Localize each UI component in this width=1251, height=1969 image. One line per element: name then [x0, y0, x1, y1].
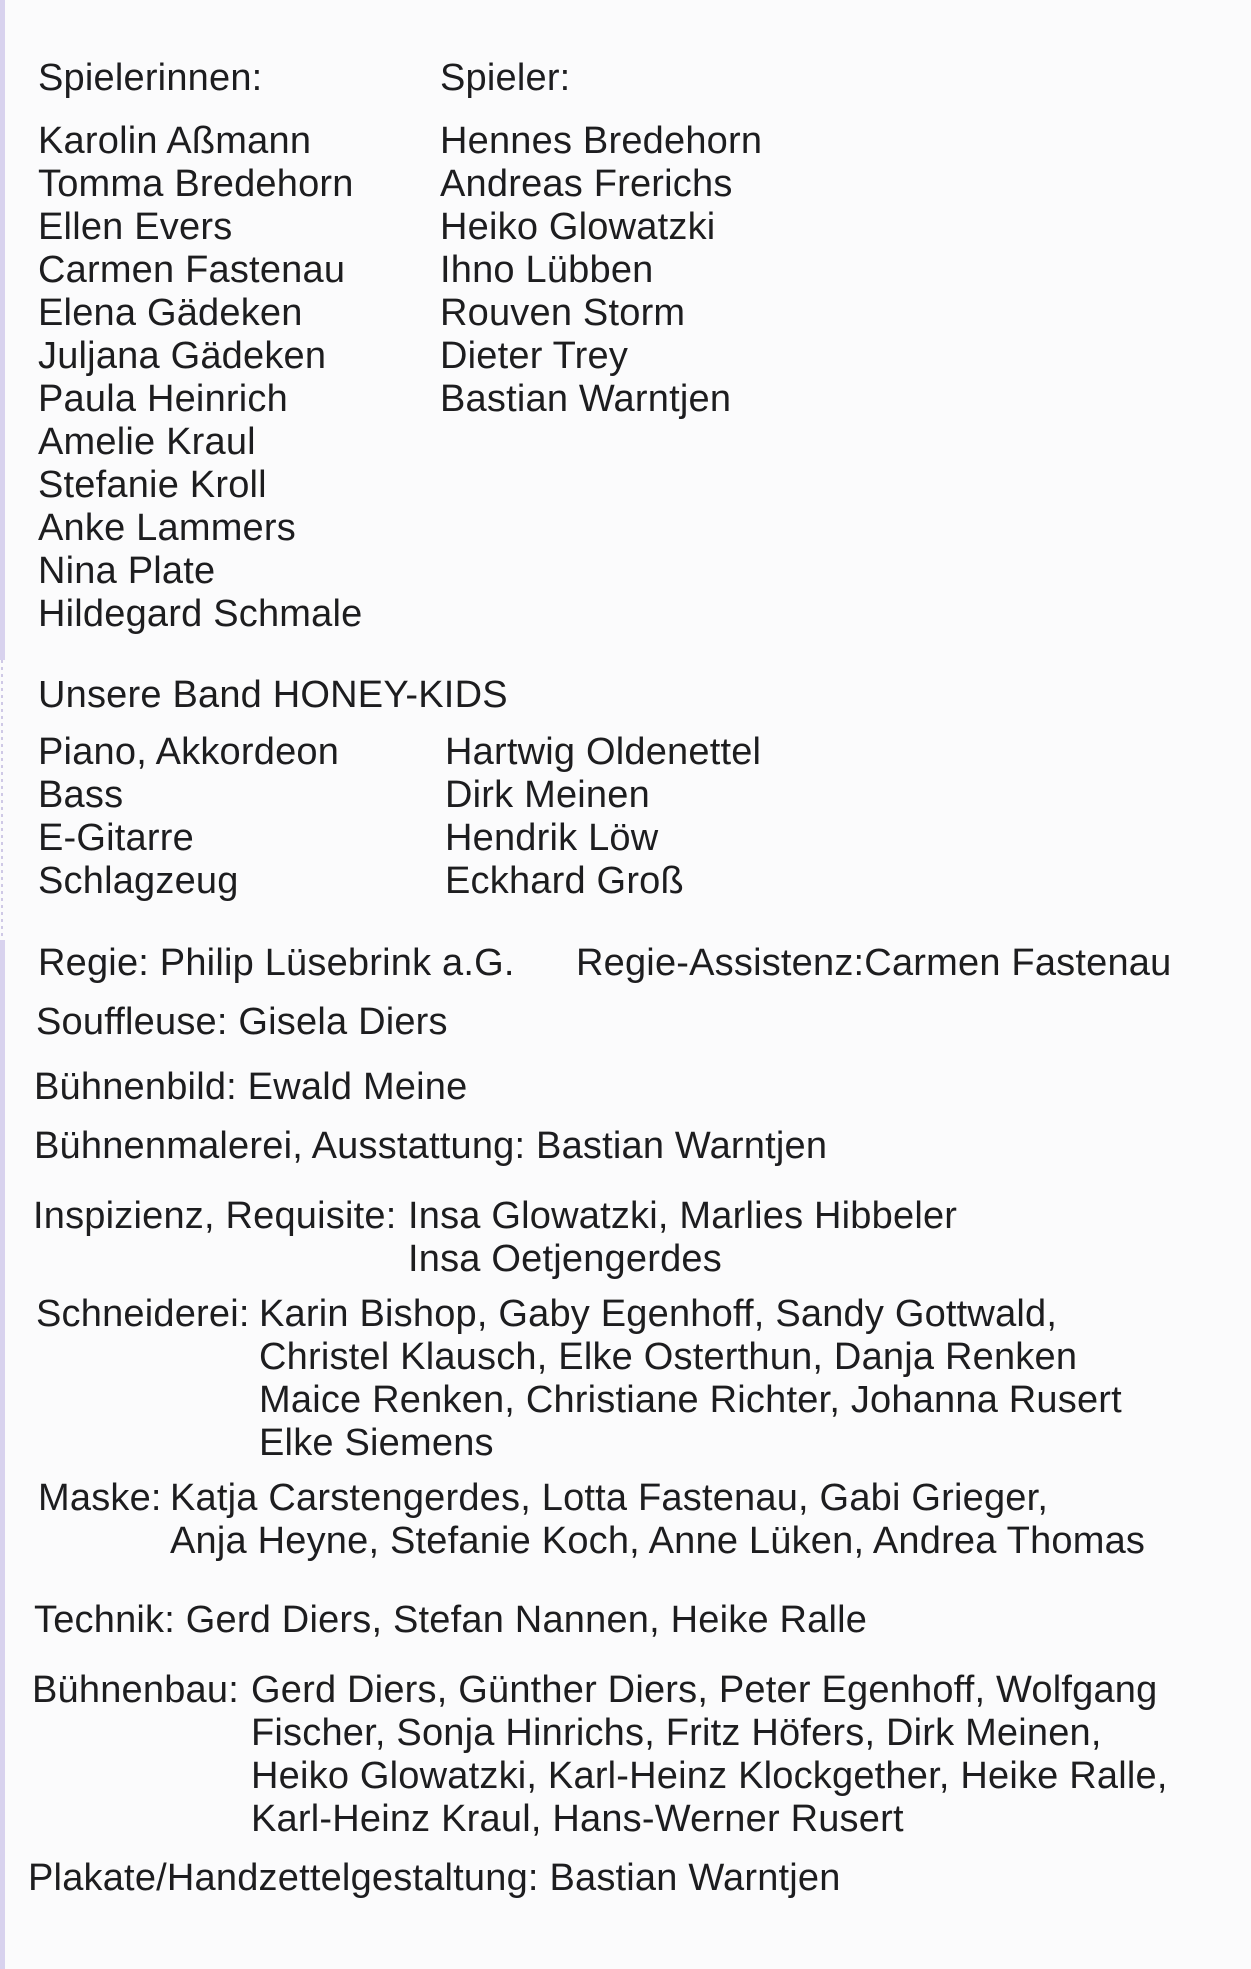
technik-line: Technik: Gerd Diers, Stefan Nannen, Heike Ralle: [34, 1599, 868, 1641]
left-decorative-rule-lower: [0, 940, 5, 1969]
schneiderei-name-line: Elke Siemens: [259, 1422, 494, 1464]
maske-names: [170, 1477, 1145, 1563]
maske-label: Maske:: [38, 1477, 162, 1519]
list-item: Dieter Trey: [440, 335, 629, 377]
schneiderei-label: Schneiderei:: [36, 1293, 250, 1335]
regie-assistenz-line: Regie-Assistenz:Carmen Fastenau: [576, 942, 1172, 984]
schneiderei-names: [259, 1293, 1122, 1465]
list-item: Stefanie Kroll: [38, 464, 267, 506]
instrument-item: Schlagzeug: [38, 860, 239, 902]
plakate-line: Plakate/Handzettelgestaltung: Bastian Warntjen: [28, 1857, 841, 1899]
list-item: Rouven Storm: [440, 292, 686, 334]
list-item: Juljana Gädeken: [38, 335, 327, 377]
buehnenbau-name-line: Fischer, Sonja Hinrichs, Fritz Höfers, Dirk Meinen,: [251, 1712, 1102, 1754]
schneiderei-name-line: Christel Klausch, Elke Osterthun, Danja Renken: [259, 1336, 1078, 1378]
buehnenbau-name-line: Karl-Heinz Kraul, Hans-Werner Rusert: [251, 1798, 904, 1840]
list-item: Andreas Frerichs: [440, 163, 733, 205]
inspizienz-names: [408, 1195, 957, 1281]
list-item: Anke Lammers: [38, 507, 296, 549]
list-item: Karolin Aßmann: [38, 120, 312, 162]
left-decorative-rule: [0, 0, 5, 660]
maske-name-line: Katja Carstengerdes, Lotta Fastenau, Gabi Grieger,: [170, 1477, 1049, 1519]
musician-item: Hendrik Löw: [445, 817, 659, 859]
women-heading: Spielerinnen:: [38, 57, 263, 99]
musician-item: Hartwig Oldenettel: [445, 731, 762, 773]
schneiderei-name-line: Maice Renken, Christiane Richter, Johanna Rusert: [259, 1379, 1122, 1421]
buehnenbau-name-line: Heiko Glowatzki, Karl-Heinz Klockgether, Heike Ralle,: [251, 1755, 1168, 1797]
souffleuse-line: Souffleuse: Gisela Diers: [36, 1001, 448, 1043]
buehnenbau-name-line: Gerd Diers, Günther Diers, Peter Egenhoff, Wolfgang: [251, 1669, 1158, 1711]
musician-item: Eckhard Groß: [445, 860, 684, 902]
regie-line: Regie: Philip Lüsebrink a.G.: [38, 942, 515, 984]
list-item: Tomma Bredehorn: [38, 163, 354, 205]
left-dotted-rule: [1, 660, 3, 940]
musician-item: Dirk Meinen: [445, 774, 650, 816]
list-item: Hildegard Schmale: [38, 593, 363, 635]
inspizienz-name-line: Insa Glowatzki, Marlies Hibbeler: [408, 1195, 958, 1237]
list-item: Ihno Lübben: [440, 249, 654, 291]
inspizienz-label: Inspizienz, Requisite:: [33, 1195, 397, 1237]
women-list: [38, 120, 362, 636]
instrument-item: Piano, Akkordeon: [38, 731, 340, 773]
list-item: Elena Gädeken: [38, 292, 303, 334]
band-heading: Unsere Band HONEY-KIDS: [38, 674, 508, 716]
buehnenmalerei-line: Bühnenmalerei, Ausstattung: Bastian Warntjen: [34, 1125, 828, 1167]
instrument-item: Bass: [38, 774, 124, 816]
schneiderei-name-line: Karin Bishop, Gaby Egenhoff, Sandy Gottwald,: [259, 1293, 1058, 1335]
men-heading: Spieler:: [440, 57, 571, 99]
band-musicians: [445, 731, 761, 903]
list-item: Hennes Bredehorn: [440, 120, 763, 162]
list-item: Bastian Warntjen: [440, 378, 732, 420]
buehnenbau-names: [251, 1669, 1168, 1841]
list-item: Heiko Glowatzki: [440, 206, 716, 248]
list-item: Carmen Fastenau: [38, 249, 346, 291]
instrument-item: E-Gitarre: [38, 817, 194, 859]
list-item: Paula Heinrich: [38, 378, 288, 420]
band-instruments: [38, 731, 339, 903]
list-item: Nina Plate: [38, 550, 216, 592]
men-list: [440, 120, 762, 421]
buehnenbau-label: Bühnenbau:: [32, 1669, 239, 1711]
buehnenbild-line: Bühnenbild: Ewald Meine: [34, 1066, 468, 1108]
inspizienz-name-line: Insa Oetjengerdes: [408, 1238, 722, 1280]
list-item: Ellen Evers: [38, 206, 233, 248]
maske-name-line: Anja Heyne, Stefanie Koch, Anne Lüken, Andrea Thomas: [170, 1520, 1146, 1562]
list-item: Amelie Kraul: [38, 421, 256, 463]
